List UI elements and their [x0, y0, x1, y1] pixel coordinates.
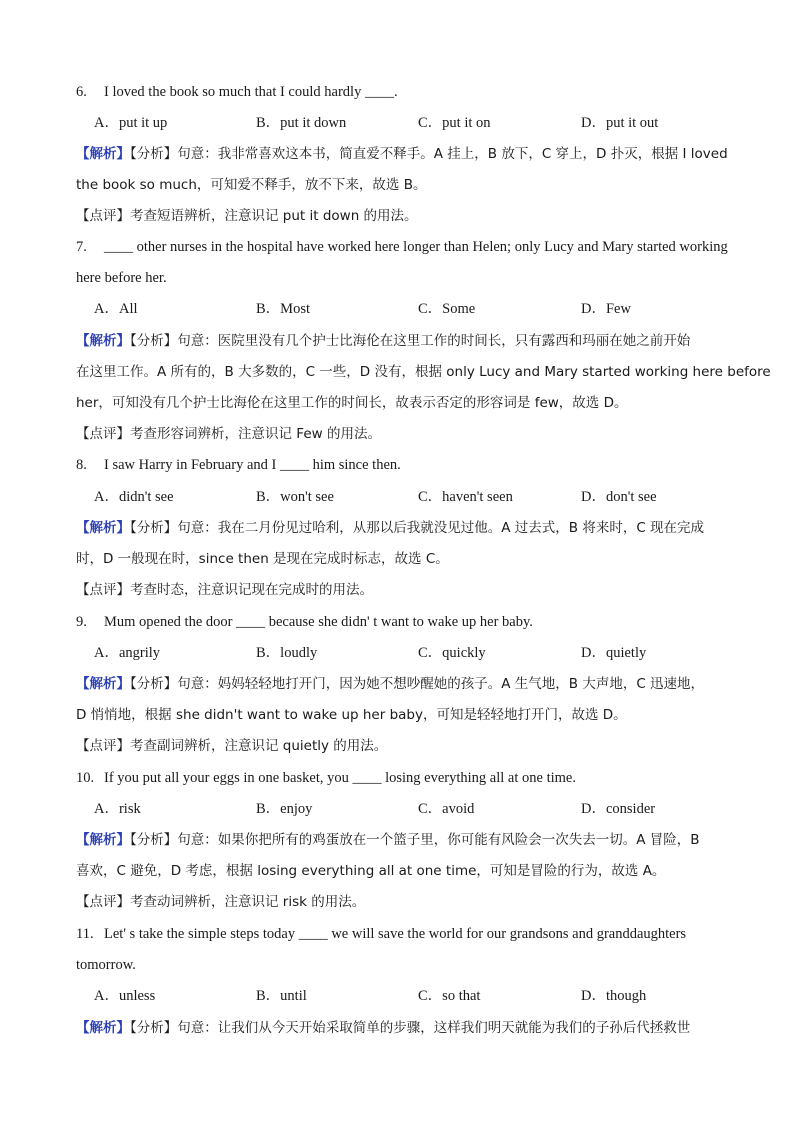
- question-text: I loved the book so much that I could hardly ____.: [104, 84, 398, 100]
- option-a: A．All: [94, 301, 138, 317]
- question-11-stem: [76, 924, 686, 944]
- option-d: D．put it out: [581, 115, 659, 131]
- option-b: B．won't see: [256, 489, 334, 505]
- option-a: A．risk: [94, 801, 141, 817]
- option-a: A．angrily: [94, 645, 161, 661]
- option-b: B．put it down: [256, 115, 347, 131]
- option-a: A．didn't see: [94, 489, 174, 505]
- analysis-tag: 【解析】: [76, 333, 130, 349]
- question-text: Mum opened the door ____ because she didn' t want to wake up her baby.: [104, 614, 533, 630]
- question-number: 8.: [76, 457, 87, 473]
- option-c: C．haven't seen: [418, 489, 513, 505]
- question-number: 7.: [76, 239, 87, 255]
- analysis-line: [76, 144, 728, 164]
- option-d: D．don't see: [581, 489, 657, 505]
- analysis-line: D 悄悄地，根据 she didn't want to wake up her baby，可知是轻轻地打开门，故选 D。: [76, 707, 627, 723]
- option-d: D．consider: [581, 801, 656, 817]
- question-number: 6.: [76, 84, 87, 100]
- comment-line: 【点评】考查短语辨析，注意识记 put it down 的用法。: [76, 208, 418, 224]
- option-d: D．Few: [581, 301, 631, 317]
- option-b: B．Most: [256, 301, 310, 317]
- question-7-stem-cont: here before her.: [76, 270, 167, 286]
- question-8-stem: [76, 455, 401, 475]
- analysis-tag: 【解析】: [76, 676, 130, 692]
- question-text: ____ other nurses in the hospital have worked here longer than Helen; only Lucy and Mary started working: [104, 239, 728, 255]
- option-b: B．enjoy: [256, 801, 313, 817]
- question-7-stem: [76, 237, 728, 257]
- analysis-line: [76, 331, 690, 351]
- question-9-stem: [76, 612, 533, 632]
- option-b: B．loudly: [256, 645, 318, 661]
- question-11-stem-cont: tomorrow.: [76, 957, 136, 973]
- analysis-tag: 【解析】: [76, 520, 130, 536]
- analysis-tag: 【解析】: [76, 146, 130, 162]
- option-c: C．put it on: [418, 115, 491, 131]
- question-number: 10.: [76, 770, 95, 786]
- analysis-line: the book so much，可知爱不释手，放不下来，故选 B。: [76, 177, 427, 193]
- comment-line: 【点评】考查形容词辨析，注意识记 Few 的用法。: [76, 426, 381, 442]
- question-number: 11.: [76, 926, 94, 942]
- comment-line: 【点评】考查动词辨析，注意识记 risk 的用法。: [76, 894, 366, 910]
- analysis-text: 【分析】句意：医院里没有几个护士比海伦在这里工作的时间长，只有露西和玛丽在她之前开始: [130, 333, 691, 349]
- question-text: I saw Harry in February and I ____ him since then.: [104, 457, 401, 473]
- option-a: A．unless: [94, 988, 156, 1004]
- option-d: D．quietly: [581, 645, 647, 661]
- analysis-line: [76, 1018, 690, 1038]
- analysis-line: [76, 518, 704, 538]
- analysis-tag: 【解析】: [76, 1020, 130, 1036]
- comment-line: 【点评】考查时态，注意识记现在完成时的用法。: [76, 582, 373, 598]
- question-number: 9.: [76, 614, 87, 630]
- analysis-line: her，可知没有几个护士比海伦在这里工作的时间长，故表示否定的形容词是 few，故选 D。: [76, 395, 628, 411]
- analysis-text: 【分析】句意：我非常喜欢这本书，简直爱不释手。A 挂上，B 放下，C 穿上，D 扑灭，根据 I loved: [130, 146, 728, 162]
- analysis-text: 【分析】句意：我在二月份见过哈利，从那以后我就没见过他。A 过去式，B 将来时，C 现在完成: [130, 520, 705, 536]
- option-b: B．until: [256, 988, 307, 1004]
- analysis-text: 【分析】句意：妈妈轻轻地打开门，因为她不想吵醒她的孩子。A 生气地，B 大声地，C 迅速地，: [130, 676, 705, 692]
- analysis-line: 喜欢，C 避免，D 考虑，根据 losing everything all at one time，可知是冒险的行为，故选 A。: [76, 863, 666, 879]
- comment-line: 【点评】考查副词辨析，注意识记 quietly 的用法。: [76, 738, 388, 754]
- analysis-text: 【分析】句意：如果你把所有的鸡蛋放在一个篮子里，你可能有风险会一次失去一切。A 冒险，B: [130, 832, 700, 848]
- analysis-line: [76, 674, 704, 694]
- analysis-line: 在这里工作。A 所有的，B 大多数的，C 一些，D 没有，根据 only Lucy and Mary started working here before: [76, 364, 771, 380]
- analysis-line: 时，D 一般现在时，since then 是现在完成时标志，故选 C。: [76, 551, 449, 567]
- option-c: C．so that: [418, 988, 481, 1004]
- option-c: C．quickly: [418, 645, 486, 661]
- option-a: A．put it up: [94, 115, 168, 131]
- question-text: If you put all your eggs in one basket, you ____ losing everything all at one time.: [104, 770, 576, 786]
- analysis-text: 【分析】句意：让我们从今天开始采取简单的步骤，这样我们明天就能为我们的子孙后代拯救世: [130, 1020, 691, 1036]
- question-6-stem: [76, 82, 398, 102]
- analysis-line: [76, 830, 700, 850]
- question-10-stem: [76, 768, 576, 788]
- option-d: D．though: [581, 988, 647, 1004]
- analysis-tag: 【解析】: [76, 832, 130, 848]
- option-c: C．avoid: [418, 801, 475, 817]
- option-c: C．Some: [418, 301, 476, 317]
- question-text: Let' s take the simple steps today ____ we will save the world for our grandsons and granddaughters: [104, 926, 687, 942]
